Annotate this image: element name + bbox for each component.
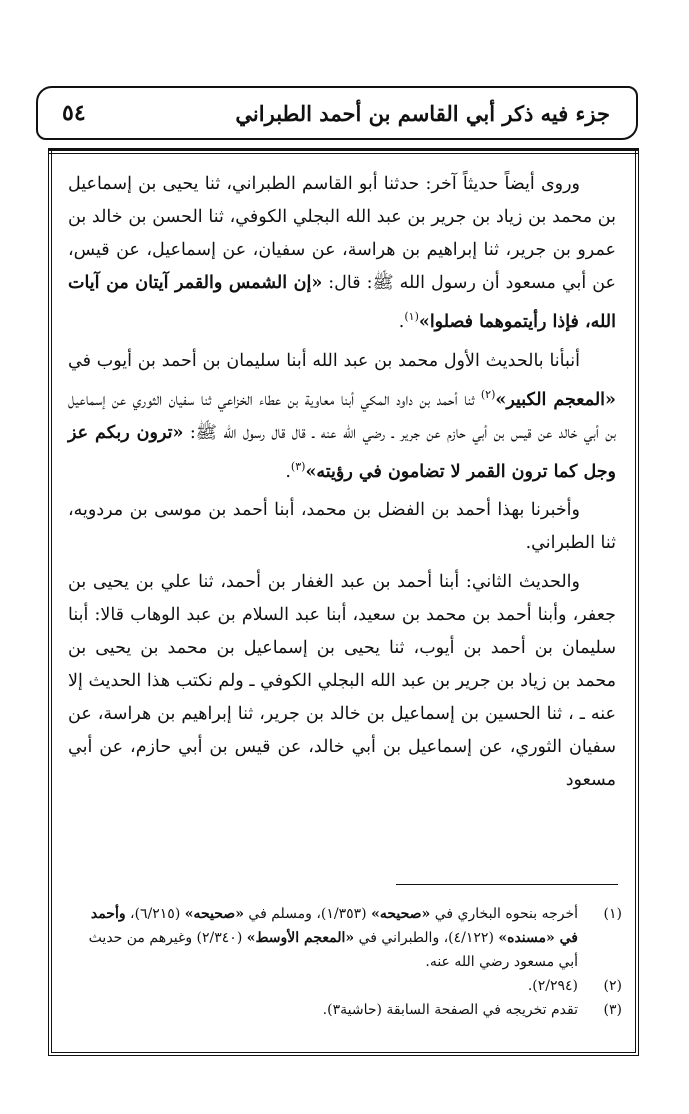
hadith-text: «ترون ربكم عز وجل كما ترون القمر لا تضامون في رؤيته»: [68, 422, 616, 482]
footnote-mark: (٣): [603, 1002, 622, 1018]
footnotes: [70, 902, 622, 1022]
paragraph-3: وأخبرنا بهذا أحمد بن الفضل بن محمد، أبنا أحمد بن موسى بن مردويه، ثنا الطبراني.: [68, 500, 616, 554]
footnote-text: أخرجه بنحوه البخاري في «صحيحه» (١/٣٥٣)، ومسلم في «صحيحه» (٦/٢١٥)، وأحمد في «مسنده» (٤/١٢٢)، والطبراني في «المعجم الأوسط» (٢/٣٤٠) وغيرهم من حديث أبي مسعود رضي الله عنه.: [88, 906, 578, 970]
footnote-ref: (٣): [290, 459, 306, 473]
header-title: جزء فيه ذكر أبي القاسم بن أحمد الطبراني: [235, 100, 610, 126]
footnote-ref: (٢): [480, 387, 496, 401]
paragraph-4: والحديث الثاني: أبنا أحمد بن عبد الغفار بن أحمد، ثنا علي بن يحيى بن جعفر، وأبنا أحمد بن محمد بن سعيد، أبنا عبد السلام بن عبد الوهاب قالا: أبنا سليمان بن أحمد بن أيوب، ثنا يحيى بن إسماعيل بن محمد بن يحيى بن محمد بن زياد بن جرير بن عبد الله البجلي الكوفي ـ ولم نكتب هذا الحديث إلا عنه ـ ، ثنا الحسين بن إسماعيل بن خالد بن جرير، ثنا إبراهيم بن هراسة، عن سفيان الثوري، عن إسماعيل بن أبي خالد، عن قيس بن أبي حازم، عن أبي مسعود: [68, 572, 616, 791]
footnote-text: تقدم تخريجه في الصفحة السابقة (حاشية٣).: [322, 1002, 578, 1018]
page-number: ٥٤: [62, 100, 86, 126]
paragraph-2: أنبأنا بالحديث الأول محمد بن عبد الله أبنا سليمان بن أحمد بن أيوب في «المعجم الكبير»$^{(٢)}$ ثنا أحمد بن داود المكي أبنا معاوية بن عطاء الخزاعي ثنا سفيان الثوري عن إسماعيل بن أبي خالد عن قيس بن أبي حازم عن جرير ـ رضي الله عنه ـ قال قال رسول الله ﷺ: «ترون ربكم عز وجل كما ترون القمر لا تضامون في رؤيته»$^{(٣)}$.: [68, 350, 617, 482]
footnote-text: (٢/٢٩٤).: [527, 978, 578, 994]
footnote-mark: (١): [603, 906, 622, 922]
running-header: [36, 86, 638, 140]
main-text: [68, 168, 616, 803]
footnote-divider: [396, 884, 618, 885]
paragraph-1: وروى أيضاً حديثاً آخر: حدثنا أبو القاسم الطبراني، ثنا يحيى بن إسماعيل بن محمد بن زياد بن جرير بن عبد الله البجلي الكوفي، ثنا الحسن بن خالد بن عمرو بن جرير، ثنا إبراهيم بن هراسة، عن سفيان، عن إسماعيل، عن قيس، عن أبي مسعود أن رسول الله ﷺ: قال: «إن الشمس والقمر آيتان من آيات الله، فإذا رأيتموهما فصلوا»$^{(١)}$.: [68, 174, 616, 332]
footnote-2: [70, 974, 622, 998]
footnote-mark: (٢): [603, 978, 622, 994]
book-title: «المعجم الكبير»: [495, 389, 616, 410]
hadith-text: «إن الشمس والقمر آيتان من آيات الله، فإذا رأيتموهما فصلوا»: [68, 273, 616, 332]
footnote-ref: (١): [404, 310, 419, 323]
footnote-3: [70, 998, 622, 1022]
footnote-1: [70, 902, 622, 974]
